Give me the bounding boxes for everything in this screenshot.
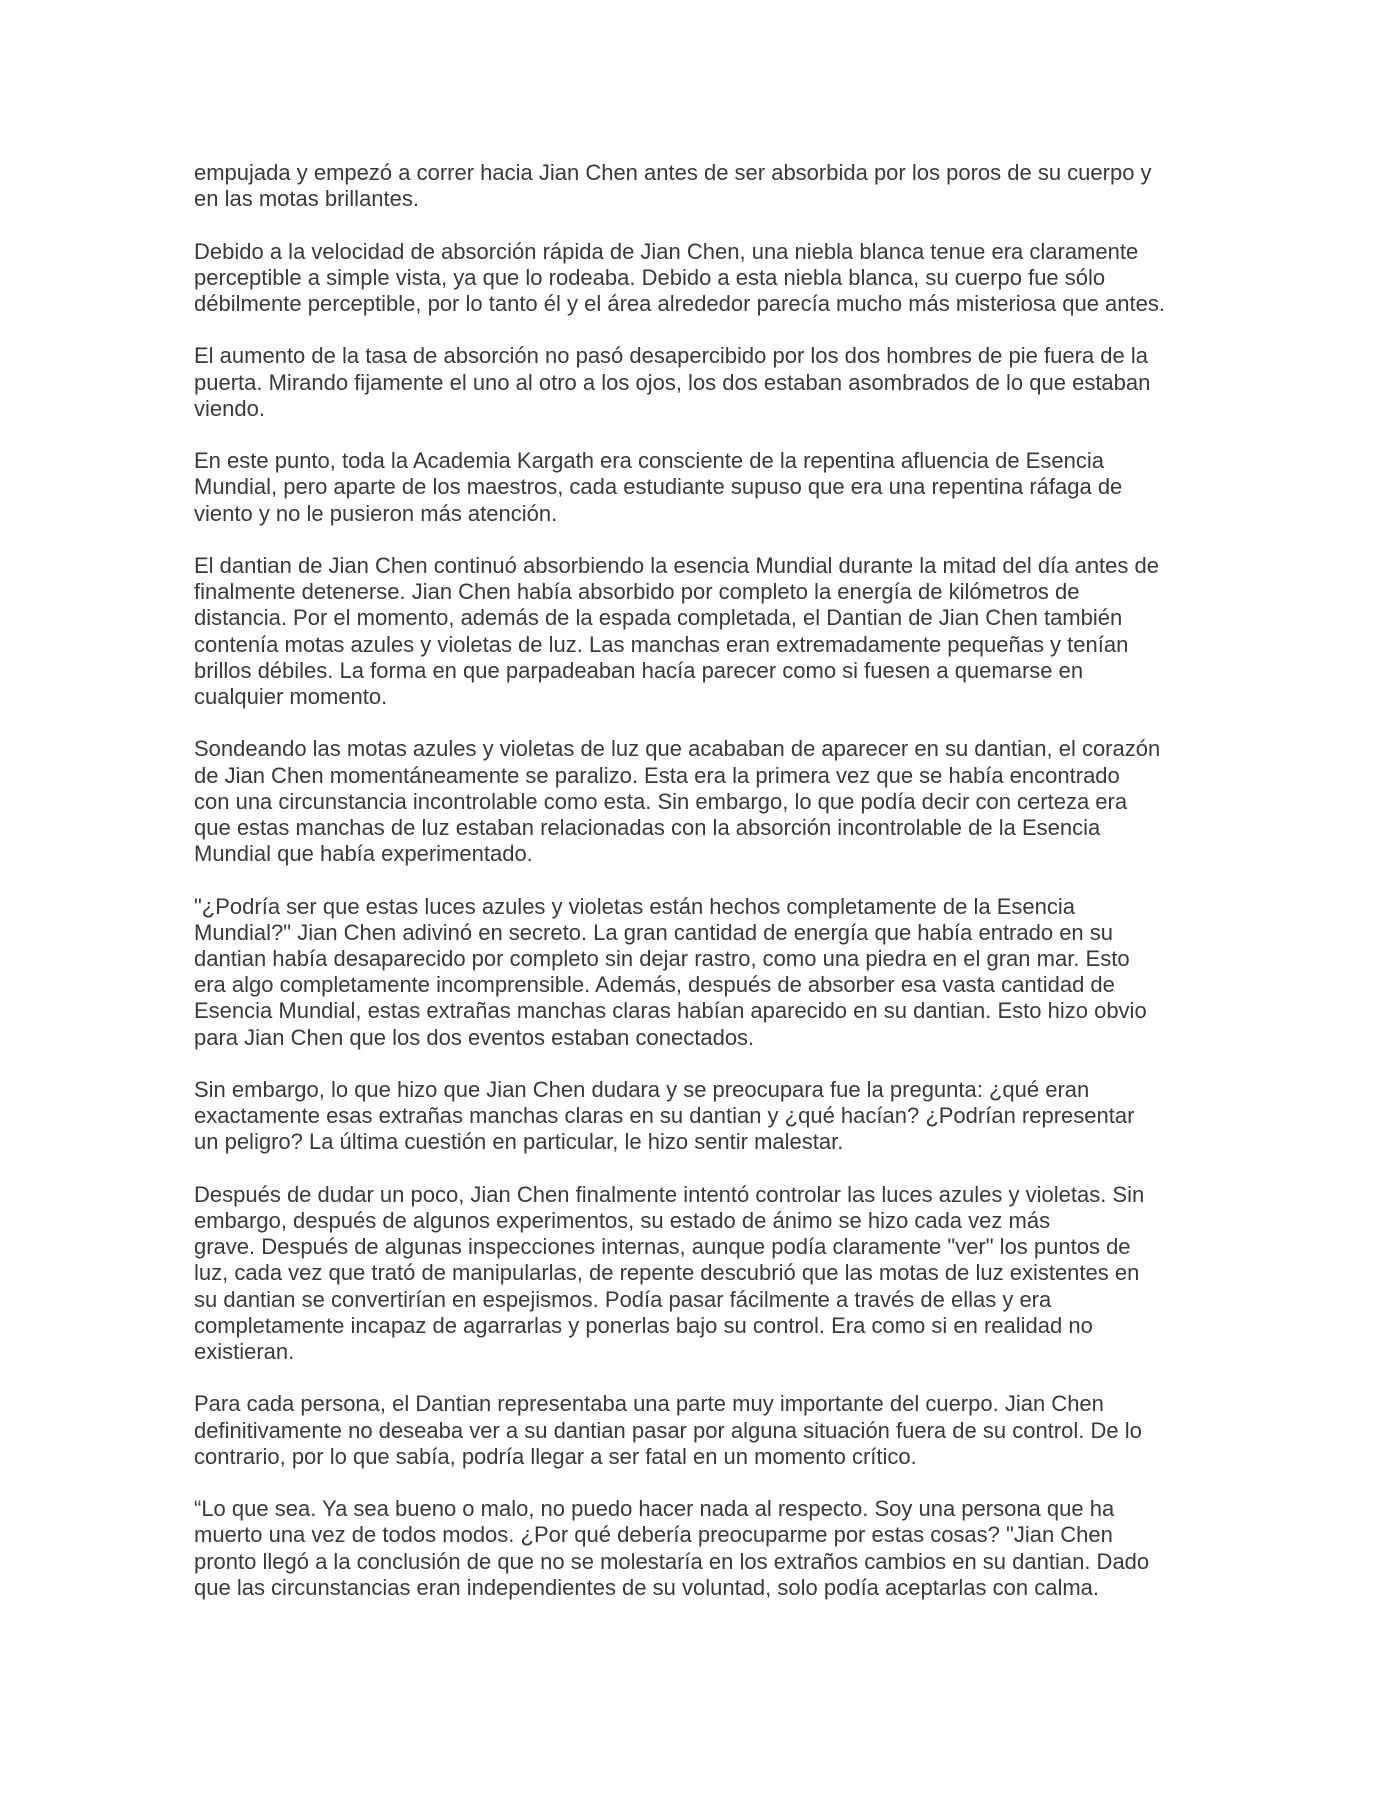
paragraph-4: En este punto, toda la Academia Kargath era consciente de la repentina afluencia de Esencia Mundial, pero aparte de los maestros, cada estudiante supuso que era una repentina ráfaga de viento y no le pusieron más atención.: [194, 448, 1123, 526]
document-body: [194, 160, 1204, 1627]
paragraph-8: Sin embargo, lo que hizo que Jian Chen dudara y se preocupara fue la pregunta: ¿qué eran exactamente esas extrañas manchas claras en su dantian y ¿qué hacían? ¿Podrían representar un peligro? La última cuestión en particular, le hizo sentir malestar.: [194, 1077, 1135, 1155]
paragraph-3: El aumento de la tasa de absorción no pasó desapercibido por los dos hombres de pie fuera de la puerta. Mirando fijamente el uno al otro a los ojos, los dos estaban asombrados de lo que estaban viendo.: [194, 343, 1151, 421]
paragraph-2: Debido a la velocidad de absorción rápida de Jian Chen, una niebla blanca tenue era claramente perceptible a simple vista, ya que lo rodeaba. Debido a esta niebla blanca, su cuerpo fue sólo débilmente perceptible, por lo tanto él y el área alrededor parecía mucho más misteriosa que antes.: [194, 238, 1165, 316]
paragraph-9: Después de dudar un poco, Jian Chen finalmente intentó controlar las luces azules y violetas. Sin embargo, después de algunos experimentos, su estado de ánimo se hizo cada vez más grave. Después de algunas inspecciones internas, aunque podía claramente "ver" los puntos de luz, cada vez que trató de manipularlas, de repente descubrió que las motas de luz existentes en su dantian se convertirían en espejismos. Podía pasar fácilmente a través de ellas y era completamente incapaz de agarrarlas y ponerlas bajo su control. Era como si en realidad no existieran.: [194, 1181, 1145, 1365]
paragraph-1: empujada y empezó a correr hacia Jian Chen antes de ser absorbida por los poros de su cuerpo y en las motas brillantes.: [194, 160, 1152, 212]
paragraph-10: Para cada persona, el Dantian representaba una parte muy importante del cuerpo. Jian Chen definitivamente no deseaba ver a su dantian pasar por alguna situación fuera de su control. De lo contrario, por lo que sabía, podría llegar a ser fatal en un momento crítico.: [194, 1391, 1142, 1469]
paragraph-11: “Lo que sea. Ya sea bueno o malo, no puedo hacer nada al respecto. Soy una persona que ha muerto una vez de todos modos. ¿Por qué debería preocuparme por estas cosas? "Jian Chen pronto llegó a la conclusión de que no se molestaría en los extraños cambios en su dantian. Dado que las circunstancias eran independientes de su voluntad, solo podía aceptarlas con calma.: [194, 1496, 1150, 1600]
paragraph-6: Sondeando las motas azules y violetas de luz que acababan de aparecer en su dantian, el corazón de Jian Chen momentáneamente se paralizo. Esta era la primera vez que se había encontrado con una circunstancia incontrolable como esta. Sin embargo, lo que podía decir con certeza era que estas manchas de luz estaban relacionadas con la absorción incontrolable de la Esencia Mundial que había experimentado.: [194, 736, 1161, 867]
paragraph-7: "¿Podría ser que estas luces azules y violetas están hechos completamente de la Esencia Mundial?" Jian Chen adivinó en secreto. La gran cantidad de energía que había entrado en su dantian había desaparecido por completo sin dejar rastro, como una piedra en el gran mar. Esto era algo completamente incomprensible. Además, después de absorber esa vasta cantidad de Esencia Mundial, estas extrañas manchas claras habían aparecido en su dantian. Esto hizo obvio para Jian Chen que los dos eventos estaban conectados.: [194, 893, 1147, 1050]
paragraph-5: El dantian de Jian Chen continuó absorbiendo la esencia Mundial durante la mitad del día antes de finalmente detenerse. Jian Chen había absorbido por completo la energía de kilómetros de distancia. Por el momento, además de la espada completada, el Dantian de Jian Chen también contenía motas azules y violetas de luz. Las manchas eran extremadamente pequeñas y tenían brillos débiles. La forma en que parpadeaban hacía parecer como si fuesen a quemarse en cualquier momento.: [194, 552, 1159, 709]
